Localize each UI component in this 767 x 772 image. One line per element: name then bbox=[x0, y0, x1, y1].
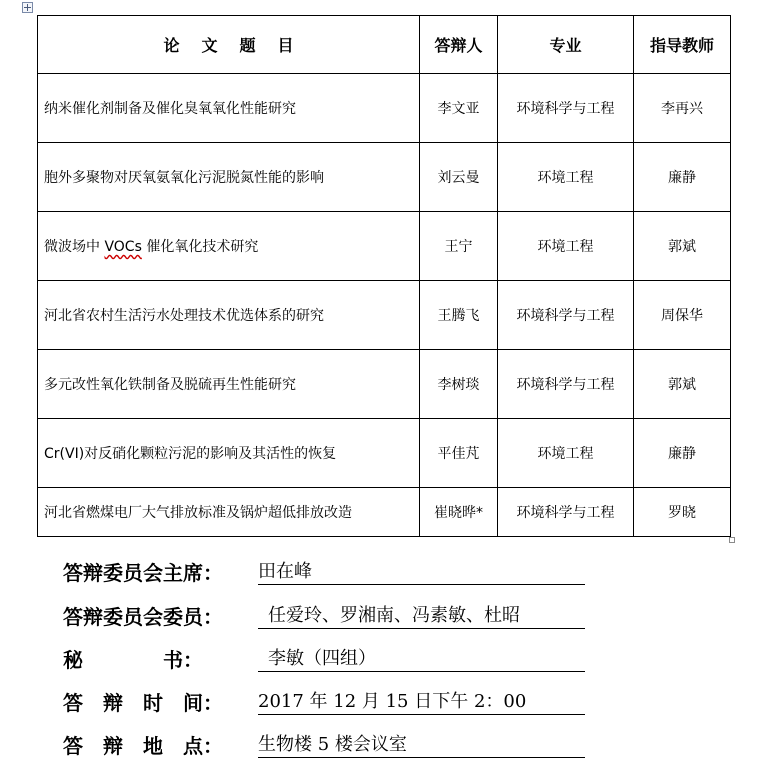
cell-major: 环境工程 bbox=[498, 419, 634, 488]
cell-defender: 刘云曼 bbox=[420, 143, 498, 212]
cell-advisor: 郭斌 bbox=[634, 350, 731, 419]
table-row bbox=[38, 488, 731, 537]
cell-thesis-title: 河北省农村生活污水处理技术优选体系的研究 bbox=[38, 281, 420, 350]
defense-time-value: 2017 年 12 月 15 日下午 2：00 bbox=[258, 687, 585, 715]
thesis-defense-table bbox=[37, 15, 731, 537]
cell-advisor: 廉静 bbox=[634, 419, 731, 488]
cell-major: 环境工程 bbox=[498, 143, 634, 212]
cell-defender: 李树琰 bbox=[420, 350, 498, 419]
cell-major: 环境科学与工程 bbox=[498, 74, 634, 143]
defense-time-label: 答 辩 时 间： bbox=[63, 691, 223, 715]
cell-advisor: 郭斌 bbox=[634, 212, 731, 281]
committee-chair-value: 田在峰 bbox=[258, 557, 585, 585]
defense-place-line bbox=[63, 730, 407, 759]
table-row bbox=[38, 281, 731, 350]
committee-chair-label: 答辩委员会主席： bbox=[63, 561, 223, 585]
cell-advisor: 李再兴 bbox=[634, 74, 731, 143]
defense-time-line bbox=[63, 687, 527, 716]
cell-advisor: 廉静 bbox=[634, 143, 731, 212]
cell-thesis-title bbox=[38, 212, 420, 281]
cell-defender: 崔晓晔* bbox=[420, 488, 498, 537]
cell-advisor: 罗晓 bbox=[634, 488, 731, 537]
cell-defender: 王腾飞 bbox=[420, 281, 498, 350]
secretary-label: 秘 书： bbox=[63, 648, 203, 672]
cell-major: 环境科学与工程 bbox=[498, 350, 634, 419]
committee-members-value: 任爱玲、罗湘南、冯素敏、杜昭 bbox=[258, 601, 585, 629]
header-advisor: 指导教师 bbox=[634, 16, 731, 74]
committee-chair-line bbox=[63, 557, 312, 586]
header-major: 专业 bbox=[498, 16, 634, 74]
header-thesis-title: 论文题目 bbox=[38, 16, 420, 74]
defense-place-value: 生物楼 5 楼会议室 bbox=[258, 730, 585, 758]
cell-major: 环境科学与工程 bbox=[498, 488, 634, 537]
spellcheck-term: VOCs bbox=[104, 239, 142, 255]
table-row bbox=[38, 74, 731, 143]
table-row bbox=[38, 143, 731, 212]
committee-members-line bbox=[63, 601, 520, 630]
secretary-line bbox=[63, 644, 376, 673]
cell-major: 环境工程 bbox=[498, 212, 634, 281]
committee-members-label: 答辩委员会委员： bbox=[63, 605, 223, 629]
cell-thesis-title: 河北省燃煤电厂大气排放标准及锅炉超低排放改造 bbox=[38, 488, 420, 537]
table-row bbox=[38, 419, 731, 488]
cell-major: 环境科学与工程 bbox=[498, 281, 634, 350]
defense-place-label: 答 辩 地 点： bbox=[63, 734, 223, 758]
cell-advisor: 周保华 bbox=[634, 281, 731, 350]
table-header-row bbox=[38, 16, 731, 74]
cell-thesis-title: Cr(VI)对反硝化颗粒污泥的影响及其活性的恢复 bbox=[38, 419, 420, 488]
table-row bbox=[38, 350, 731, 419]
cell-thesis-title: 胞外多聚物对厌氧氨氧化污泥脱氮性能的影响 bbox=[38, 143, 420, 212]
title-suffix: 催化氧化技术研究 bbox=[141, 239, 259, 255]
table-resize-handle[interactable] bbox=[729, 537, 735, 543]
cell-defender: 王宁 bbox=[420, 212, 498, 281]
header-defender: 答辩人 bbox=[420, 16, 498, 74]
cell-defender: 李文亚 bbox=[420, 74, 498, 143]
table-row bbox=[38, 212, 731, 281]
secretary-value: 李敏（四组） bbox=[258, 644, 585, 672]
table-move-handle[interactable] bbox=[22, 2, 33, 13]
cell-defender: 平佳芃 bbox=[420, 419, 498, 488]
title-prefix: 微波场中 bbox=[44, 239, 105, 255]
cell-thesis-title: 多元改性氧化铁制备及脱硫再生性能研究 bbox=[38, 350, 420, 419]
cell-thesis-title: 纳米催化剂制备及催化臭氧氧化性能研究 bbox=[38, 74, 420, 143]
